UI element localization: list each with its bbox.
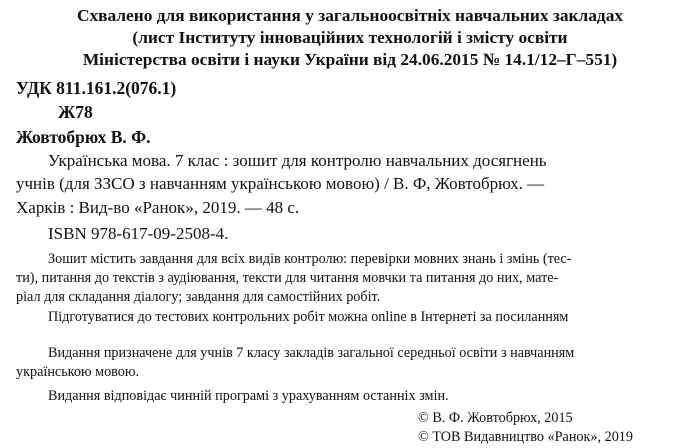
udk-code: УДК 811.161.2(076.1) — [16, 78, 177, 98]
annotation-line-3: ріал для складання діалогу; завдання для самостійних робіт. — [16, 289, 381, 305]
biblio-line-3: Харків : Вид-во «Ранок», 2019. — 48 с. — [16, 198, 300, 217]
biblio-line-2: учнів (для ЗЗСО з навчанням українською мовою) / В. Ф, Жовтобрюх. — — [16, 174, 545, 193]
annotation-line-1: Зошит містить завдання для всіх видів контролю: перевірки мовних знань і змінь (тес- — [48, 251, 572, 267]
biblio-line-1: Українська мова. 7 клас : зошит для контролю навчальних досягнень — [48, 151, 547, 170]
approval-line-3: Міністерства освіти і науки України від 24.06.2015 № 14.1/12–Г–551) — [82, 50, 618, 69]
approval-line-1: Схвалено для використання у загальноосвітніх навчальних закладах — [76, 6, 624, 25]
isbn-number: ISBN 978-617-09-2508-4. — [48, 224, 229, 243]
approval-line-2: (лист Інституту інноваційних технологій і змісту освіти — [132, 28, 568, 47]
audience-line-2: українською мовою. — [16, 364, 140, 380]
copyright-author: © В. Ф. Жовтобрюх, 2015 — [418, 410, 573, 426]
annotation-line-2: ти), питання до текстів з аудіювання, тексти для читання мовчки та питання до них, мате- — [16, 270, 559, 286]
audience-line-1: Видання призначене для учнів 7 класу закладів загальної середньої освіти з навчанням — [48, 345, 575, 361]
online-note: Підготуватися до тестових контрольних робіт можна online в Інтернеті за посиланням — [48, 309, 569, 325]
copyright-publisher: © ТОВ Видавництво «Ранок», 2019 — [418, 429, 633, 445]
bbk-code: Ж78 — [58, 102, 93, 122]
author-name: Жовтобрюх В. Ф. — [16, 127, 151, 147]
program-note: Видання відповідає чинній програмі з урахуванням останніх змін. — [48, 388, 449, 404]
